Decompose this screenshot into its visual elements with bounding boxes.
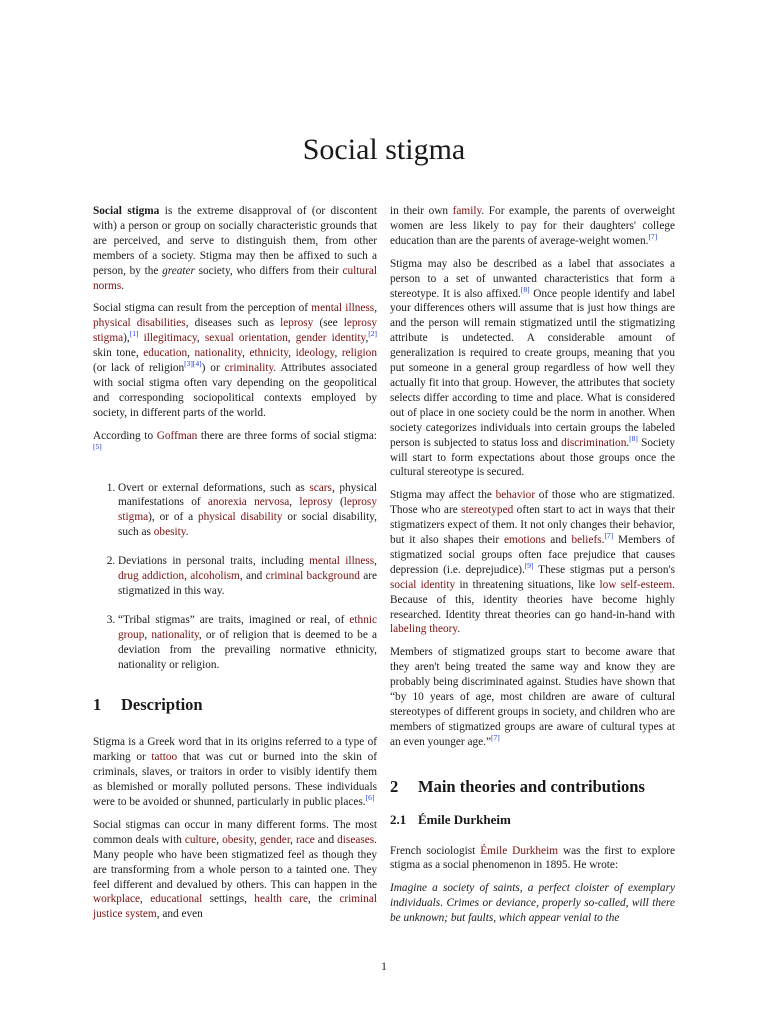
page-number: 1 — [381, 961, 387, 973]
text: , or of religion that is deemed to be a deviation from the prevailing normative ethnicity, nationality or religion. — [118, 628, 377, 671]
link-education[interactable]: education — [143, 347, 188, 360]
citation[interactable]: [7] — [604, 531, 614, 541]
text: . Attributes associated with social stigma often vary depending on the geopolitical and corresponding sociopolitical contexts employed by society, in different parts of the world. — [93, 362, 377, 419]
text: Members of stigmatized social groups often face prejudice that causes depression (i.e. deprejudice). — [390, 534, 675, 576]
text: Social stigma can result from the perception of — [93, 302, 312, 315]
text: ( — [332, 496, 344, 509]
text: Stigma may also be described as a label that associates a person to a set of unwanted characteristics that form a stereotype. It is also affixed. — [390, 257, 675, 300]
citation[interactable]: [1] — [129, 329, 139, 339]
intro-paragraph — [93, 204, 377, 293]
link-ethnicity[interactable]: ethnicity — [249, 347, 289, 360]
link-illegitimacy[interactable]: illegitimacy — [143, 332, 197, 345]
text: ) or — [201, 362, 225, 375]
text: and — [314, 833, 338, 846]
link-race[interactable]: race — [295, 833, 315, 846]
link-nationality[interactable]: nationality — [194, 347, 243, 360]
perception-paragraph — [93, 301, 377, 420]
text: and — [545, 534, 572, 547]
behavior-paragraph — [390, 488, 675, 637]
link-scars[interactable]: scars — [309, 481, 332, 494]
text: is the extreme disapproval of (or discontent with) a person or group on socially characteristic grounds that are perceived, and serve to distinguish them, from other members of a society. Stigma may then be affixed to such a person, by the — [93, 205, 377, 277]
text: , — [365, 332, 369, 345]
text: , — [290, 833, 296, 846]
text: “Tribal stigmas” are traits, imagined or real, of — [118, 613, 350, 626]
text: , diseases such as — [185, 317, 281, 330]
text: . — [457, 623, 461, 636]
link-leprosy-stigma[interactable]: leprosy stigma — [118, 496, 377, 524]
subsection-heading-durkheim — [390, 813, 675, 828]
link-criminality[interactable]: criminality — [224, 362, 274, 375]
text: , — [242, 347, 250, 360]
text: According to — [93, 429, 157, 442]
text: French sociologist — [390, 844, 481, 857]
section-title: Main theories and contributions — [418, 776, 645, 796]
link-sexual-orientation[interactable]: sexual orientation — [204, 332, 288, 345]
link-leprosy[interactable]: leprosy — [299, 496, 333, 509]
text: settings, — [202, 893, 255, 906]
text: there are three forms of social stigma: — [197, 429, 377, 442]
text: . — [121, 279, 125, 292]
text: Overt or external deformations, such as — [118, 481, 310, 494]
durkheim-paragraph — [390, 844, 675, 874]
page-title: Social stigma — [302, 133, 466, 167]
link-tattoo[interactable]: tattoo — [151, 751, 178, 764]
text: . — [626, 436, 630, 449]
link-gender-identity[interactable]: gender identity — [295, 332, 366, 345]
description-paragraph — [93, 735, 377, 810]
text: , — [140, 893, 151, 906]
text: , — [187, 347, 195, 360]
stigma-forms-list — [93, 481, 377, 673]
link-behavior[interactable]: behavior — [495, 489, 536, 502]
link-discrimination[interactable]: discrimination — [561, 436, 627, 449]
text: , — [288, 347, 296, 360]
text: Stigma is a Greek word that in its origins referred to a type of marking or — [93, 736, 377, 764]
link-workplace[interactable]: workplace — [93, 893, 141, 906]
text: , the — [308, 893, 340, 906]
text: . Because of this, identity theories have become highly researched. Identity threat theories can go hand-in-hand with — [390, 578, 675, 621]
link-gender[interactable]: gender — [259, 833, 291, 846]
text: (or lack of religion — [93, 362, 185, 375]
link-alcoholism[interactable]: alcoholism — [190, 570, 240, 583]
awareness-paragraph — [390, 645, 675, 749]
text: or social disability, such as — [118, 511, 377, 539]
text: , — [184, 570, 191, 583]
link-mental-illness[interactable]: mental illness — [311, 302, 375, 315]
text: often start to act in ways that their stigmatizers expect of them. It not only changes their behavior, but it also shapes their — [390, 504, 676, 547]
list-item — [118, 613, 377, 673]
text: . — [185, 526, 189, 539]
link-nationality[interactable]: nationality — [151, 628, 199, 641]
link-mental-illness[interactable]: mental illness — [309, 555, 375, 568]
section-number: 2 — [390, 776, 399, 796]
link-diseases[interactable]: diseases — [337, 833, 375, 846]
link-physical-disabilities[interactable]: physical disabilities — [93, 317, 186, 330]
family-paragraph — [390, 204, 675, 249]
text: , — [374, 302, 378, 315]
citation[interactable]: [8] — [520, 284, 530, 294]
citation[interactable]: [9] — [524, 561, 534, 571]
list-item — [118, 481, 377, 541]
citation[interactable]: [2] — [368, 329, 378, 339]
link-ideology[interactable]: ideology — [295, 347, 335, 360]
link-religion[interactable]: religion — [341, 347, 377, 360]
link-beliefs[interactable]: beliefs — [571, 534, 602, 547]
text: Stigma may affect the — [390, 489, 496, 502]
text: of those who are stigmatized. Those who are — [390, 489, 675, 517]
section-heading-main-theories — [390, 776, 675, 796]
text: , — [254, 833, 260, 846]
text: . For example, the parents of overweight women are less likely to pay for their daughters' college education than are the parents of average-weight women. — [390, 205, 675, 247]
text: , and even — [156, 908, 203, 921]
text: , — [287, 332, 296, 345]
text: ), — [123, 332, 130, 345]
text: Social stigmas can occur in many different forms. The most common deals with — [93, 818, 377, 846]
link-family[interactable]: family — [452, 205, 482, 217]
text: . — [601, 534, 605, 547]
text: are stigmatized in this way. — [118, 570, 377, 597]
text: Members of stigmatized groups start to become aware that they aren't being treated the same way and know they are probably being discriminated against. Studies have shown that “by 10 years of age, most children are aware of cultural stereotypes of different groups in society, and children who are members of stigmatized groups are aware of cultural types at an even younger age.” — [390, 646, 675, 748]
forms-paragraph — [93, 818, 377, 922]
left-column — [93, 204, 377, 930]
citation[interactable]: [6] — [365, 793, 375, 803]
link-health-care[interactable]: health care — [254, 893, 309, 906]
citation[interactable]: [3][4] — [184, 359, 202, 369]
link-culture[interactable]: culture — [184, 833, 217, 846]
text: , — [216, 833, 223, 846]
text: Deviations in personal traits, including — [118, 555, 310, 568]
section-heading-description — [93, 695, 377, 715]
citation[interactable]: [7] — [491, 733, 500, 743]
link-low-self-esteem[interactable]: low self-esteem — [599, 578, 673, 591]
text: skin tone, — [93, 347, 144, 360]
text: ), or of a — [148, 511, 198, 524]
goffman-paragraph — [93, 429, 377, 459]
text: , — [334, 347, 342, 360]
link-drug-addiction[interactable]: drug addiction — [118, 570, 185, 583]
text: society, who differs from their — [194, 264, 343, 277]
text: , physical manifestations of — [118, 481, 377, 509]
link-goffman[interactable]: Goffman — [156, 429, 198, 442]
link-labeling-theory[interactable]: labeling theory — [390, 623, 458, 636]
link-ethnic-group[interactable]: ethnic group — [118, 613, 377, 641]
text: , — [374, 555, 377, 568]
text: (see — [313, 317, 344, 330]
link-obesity[interactable]: obesity — [222, 833, 254, 846]
subsection-number: 2.1 — [390, 811, 407, 827]
text: in their own — [390, 205, 453, 217]
link-emile-durkheim[interactable]: Émile Durkheim — [480, 844, 558, 857]
text: , and — [239, 570, 266, 583]
text: Society will start to form expectations about those groups once the cultural stereotype is secured. — [390, 436, 675, 479]
link-social-identity[interactable]: social identity — [390, 578, 456, 591]
link-emotions[interactable]: emotions — [504, 534, 546, 547]
text: in threatening situations, like — [455, 578, 600, 591]
text: . Many people who have been stigmatized feel as though they are transforming from a whole person to a tainted one. They feel different and devalued by others. This can happen in the — [93, 833, 377, 891]
section-title: Description — [121, 695, 203, 715]
link-criminal-justice-system[interactable]: criminal justice system — [93, 893, 377, 921]
link-anorexia-nervosa[interactable]: anorexia nervosa — [207, 496, 290, 509]
link-leprosy-stigma[interactable]: leprosy stigma — [93, 317, 377, 345]
link-physical-disability[interactable]: physical disability — [197, 511, 283, 524]
subsection-title: Émile Durkheim — [418, 811, 511, 827]
text: These stigmas put a person's — [533, 563, 675, 576]
text: , — [196, 332, 205, 345]
emphasis: greater — [162, 264, 195, 277]
link-educational[interactable]: educational — [150, 893, 203, 906]
citation[interactable]: [7] — [648, 232, 658, 242]
list-item — [118, 554, 377, 599]
durkheim-quote: Imagine a society of saints, a perfect cloister of exemplary individuals. Crimes or deviance, properly so-called, will there be unknown; but faults, which appear venial to the — [390, 882, 675, 925]
link-obesity[interactable]: obesity — [153, 526, 186, 539]
right-column — [390, 204, 675, 934]
text: Once people identify and label your differences others will assume that is just how things are and the person will remain stigmatized until the stigmatizing attribute is undetected. A considerable amount of generalization is required to create groups, meaning that you put someone in a general group regardless of how well they actually fit into that group. However, the attributes that society selects differ according to time and place. What is considered out of place in one society could be the norm in another. When society categorizes individuals into certain groups the labeled person is subjected to status loss and — [390, 287, 675, 449]
link-stereotyped[interactable]: stereotyped — [461, 504, 514, 517]
link-leprosy[interactable]: leprosy — [280, 317, 314, 330]
citation[interactable]: [8] — [629, 433, 638, 443]
text: was the first to explore stigma as a social phenomenon in 1895. He wrote: — [390, 844, 676, 872]
text: , — [144, 628, 152, 641]
term-bold: Social stigma — [93, 205, 160, 217]
section-number: 1 — [93, 695, 102, 715]
text: , — [289, 496, 300, 509]
citation[interactable]: [5] — [93, 441, 102, 451]
link-criminal-background[interactable]: criminal background — [265, 570, 360, 583]
text: that was cut or burned into the skin of criminals, slaves, or traitors in order to visibly identify them as blemished or morally polluted persons. These individuals were to be avoided or shunned, particularly in public places. — [93, 751, 377, 808]
label-paragraph — [390, 257, 675, 481]
link-cultural-norms[interactable]: cultural norms — [93, 264, 377, 292]
